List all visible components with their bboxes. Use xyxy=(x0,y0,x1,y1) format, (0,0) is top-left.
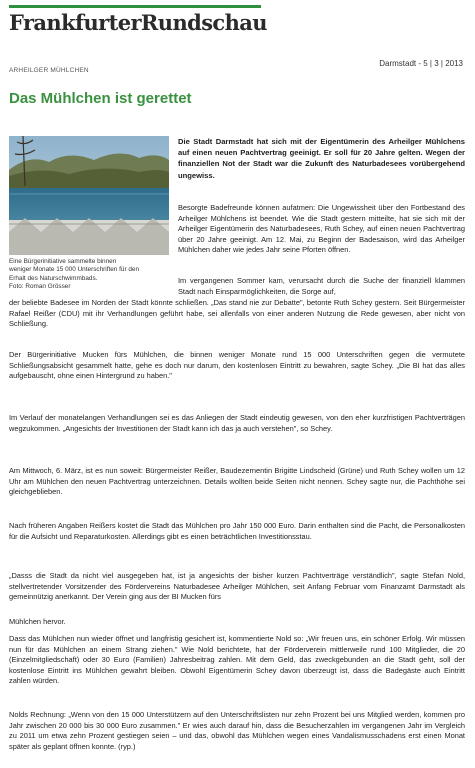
photo-caption xyxy=(9,258,172,292)
dateline: Darmstadt - 5 | 3 | 2013 xyxy=(379,59,463,68)
article-paragraph: Dass das Mühlchen nun wieder öffnet und langfristig gesichert ist, kommentierte Nold so: „Wir freuen uns, ein schöner Erfolg. Wir müssen nun für das Mühlchen an einem Strang ziehen." Wie Nold berichtete, hat der Förderverein mittlerweile rund 100 Mitglieder, die 20 (Einzelmitgliedschaft) oder 30 Euro (Familien) Jahresbeitrag zahlen. Mit dem Geld, das zweckgebunden an die Stadt geht, soll der kostenlose Eintritt ins Mühlchen gewahrt bleiben. Obwohl Eigentümerin Schey davon überzeugt ist, dass die Badegäste auch Eintritt zahlen würden. xyxy=(9,634,465,686)
article-paragraph: Im vergangenen Sommer kam, verursacht durch die Suche der finanziell klammen Stadt nach Einsparmöglichkeiten, die Sorge auf, xyxy=(178,276,465,296)
article-paragraph: Nolds Rechnung: „Wenn von den 15 000 Unterstützern auf den Unterschriftslisten nur zehn Prozent bei uns Mitglied werden, kommen pro Jahr zwischen 20 000 bis 30 000 Euro zusammen." Er wies auch darauf hin, dass die Besucherzahlen im vergangenen Jahr im Vergleich zu 2011 um etwa zehn Prozent gestiegen seien – und das, obwohl das Mühlchen wegen eines Vandalismusschadens erst einen Monat später als geplant öffnen konnte. (ryp.) xyxy=(9,710,465,751)
article-lead: Die Stadt Darmstadt hat sich mit der Eigentümerin des Arheilger Mühlchens auf einen neuen Pachtvertrag geeinigt. Er soll für 20 Jahre gelten. Wegen der finanziellen Not der Stadt war die Zukunft des Naturbadesees vorübergehend ungewiss. xyxy=(178,137,465,180)
article-paragraph: „Dasss die Stadt da nicht viel ausgegeben hat, ist ja angesichts der bisher kurzen Pachtverträge verständlich", sagte Stefan Nold, stellvertretender Vorsitzender des Fördervereins Naturbadesee Arheilger Mühlchen, seit Anfang Februar vom Finanzamt Darmstadt als gemeinnützig anerkannt. Der Verein ging aus der BI Mucken fürs xyxy=(9,571,465,602)
article-paragraph: der beliebte Badesee im Norden der Stadt könnte schließen. „Das stand nie zur Debatte", betonte Ruth Schey gestern. Seit Bürgermeister Rafael Reißer (CDU) mit ihr Verhandlungen geführt habe, sei allenfalls von einer anderen Nutzung die Rede gewesen, aber nicht von Schließung. xyxy=(9,298,465,329)
article-paragraph: Am Mittwoch, 6. März, ist es nun soweit: Bürgermeister Reißer, Baudezernentin Brigitte Lindscheid (Grüne) und Ruth Schey wollen um 12 Uhr am Mühlchen den neuen Pachtvertrag unterzeichnen. Details wollten beide Seiten nicht nennen. Schey sagte nur, die Pachthöhe sei gleichgeblieben. xyxy=(9,466,465,497)
article-paragraph: Besorgte Badefreunde können aufatmen: Die Ungewissheit über den Fortbestand des Arheilger Mühlchens ist beendet. Wie die Stadt gestern mitteilte, hat sie sich mit der Arheilger Eigentümerin des Naturbadesees, Ruth Schey, auf einen neuen Pachtvertrag über 20 Jahre geeinigt. Am 12. Mai, zu Beginn der Badesaison, wird das Arheilger Mühlchen daher wie jedes Jahr seine Pforten öffnen. xyxy=(178,203,465,255)
masthead-rule xyxy=(9,5,261,8)
article-paragraph: Im Verlauf der monatelangen Verhandlungen sei es das Anliegen der Stadt eindeutig gewesen, von den eher kurzfristigen Pachtverträgen wegzukommen. „Angesichts der Investitionen der Stadt kann ich das ja auch verstehen", so Schey. xyxy=(9,413,465,433)
lake-photo-illustration xyxy=(9,136,169,255)
article-headline: Das Mühlchen ist gerettet xyxy=(9,90,192,107)
caption-line: Erhalt des Naturschwimmbads. xyxy=(9,274,98,282)
caption-line: weniger Monate 15 000 Unterschriften für den xyxy=(9,266,140,274)
caption-line: Eine Bürgerinitiative sammelte binnen xyxy=(9,258,117,265)
article-paragraph: Nach früheren Angaben Reißers kostet die Stadt das Mühlchen pro Jahr 150 000 Euro. Darin enthalten sind die Pacht, die Personalkosten für die Aufsicht und Reparaturkosten. Allerdings gibt es einen beträchtlichen Investitionsstau. xyxy=(9,521,465,541)
photo-credit: Foto: Roman Grösser xyxy=(9,283,71,291)
article-paragraph: Mühlchen hervor. xyxy=(9,617,66,626)
article-photo xyxy=(9,136,169,255)
rubric: ARHEILGER MÜHLCHEN xyxy=(9,67,89,74)
newspaper-masthead: FrankfurterRundschau xyxy=(9,10,267,35)
article-paragraph: Der Bürgerinitiative Mucken fürs Mühlchen, die binnen weniger Monate rund 15 000 Unterschriften gegen die vermutete Schließungsabsicht gesammelt hatte, gehe es doch nur darum, den kostenlosen Eintritt zu bewahren, sagte Schey. „Die BI hat das alles aufgebauscht, ohne einen Hintergrund zu haben." xyxy=(9,350,465,381)
